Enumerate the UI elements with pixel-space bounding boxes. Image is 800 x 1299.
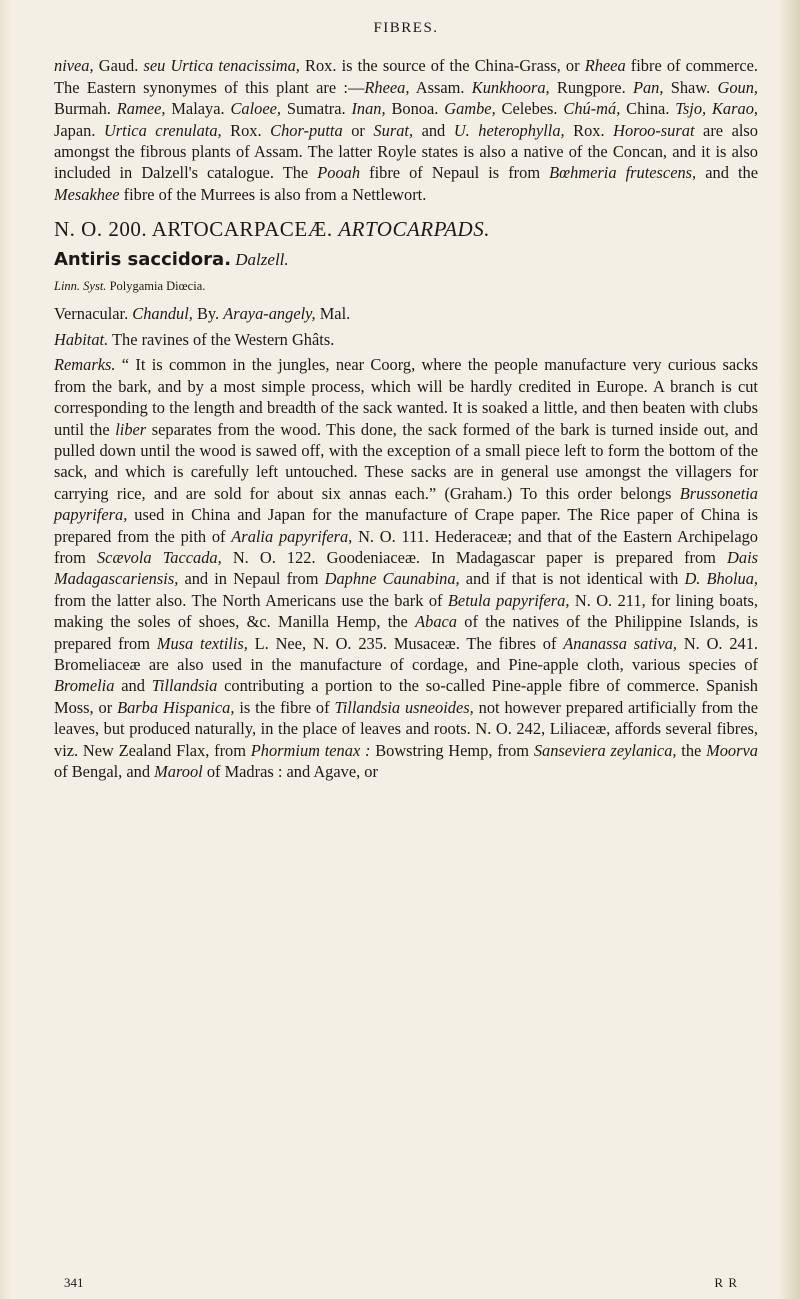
text-run: N. O. 241. Bromeliaceæ are also used in the manufacture of cordage, and Pine-apple cloth, various species of (54, 633, 758, 674)
text-run: fibre of the Murrees is also from a Nettlewort. (119, 184, 427, 204)
text-run: Rox. (564, 120, 614, 140)
text-run: Shaw. (663, 77, 718, 97)
text-run: Bonoa. (385, 99, 445, 119)
italic-term: Gambe, (444, 99, 496, 119)
italic-term: Abaca (415, 612, 457, 632)
italic-term: Musa textilis, (156, 633, 248, 653)
text-run: separates from the wood. This done, the sack formed of the bark is turned inside out, and pulled down until the wood is sawed off, with the exception of a small piece left to form the bottom of the sack, and which is carefully left untouched. These sacks are in general use amongst the villagers for carrying rice, and are sold for about six annas each.” (Graham.) To this order belongs (54, 419, 758, 503)
italic-term: Barba Hispanica, (117, 697, 235, 717)
italic-term: Ramee, (116, 99, 166, 119)
order-number: N. O. 200. (54, 217, 148, 242)
italic-term: Kunkhoora, (471, 77, 550, 97)
italic-term: Urtica crenulata, (103, 120, 222, 140)
text-run: of the natives of the Philippine Islands, is prepared from (54, 612, 758, 653)
remarks-text (54, 355, 758, 781)
text-run: not however prepared artificially from the leaves, but produced naturally, in the place of leaves and roots. N. O. 242, Liliaceæ, affords several fibres, viz. New Zealand Flax, from (54, 697, 758, 760)
page-number: 341 (64, 1275, 84, 1290)
text-run: Rungpore. (549, 77, 633, 97)
linn-label: Linn. Syst. (54, 279, 107, 294)
text-run: and the (696, 163, 758, 183)
habitat-text: The ravines of the Western Ghâts. (108, 329, 335, 349)
book-page (54, 18, 758, 782)
italic-term: Chor-putta (270, 120, 343, 140)
italic-term: Chandul, (132, 304, 193, 324)
text-run: are also amongst the fibrous plants of Assam. The latter Royle states is also a native of the Concan, and it is also included in Dalzell's catalogue. The (54, 120, 758, 183)
italic-term: Pan, (632, 77, 664, 97)
text-run: China. (620, 99, 676, 119)
text-run: and (114, 676, 152, 696)
italic-term: U. heterophylla, (453, 120, 565, 140)
vernacular-line (54, 303, 758, 324)
italic-term: Dais Madagascariensis, (54, 547, 758, 589)
italic-term: Moorva (706, 740, 758, 760)
text-run: Rox. is the source of the China-Grass, or (299, 56, 585, 76)
italic-term: Araya-angely, (223, 304, 316, 324)
italic-term: Mesakhee (54, 184, 120, 204)
italic-term: Caloee, (230, 99, 281, 119)
text-run: from the latter also. The North Americans use the bark of (54, 590, 448, 610)
italic-term: Marool (154, 762, 203, 781)
italic-term: Horoo-surat (613, 120, 695, 140)
remarks-label: Remarks. (54, 355, 116, 375)
text-run: of Bengal, and (54, 762, 155, 781)
text-run: fibre of Nepaul is from (360, 163, 550, 183)
italic-term: Chú-má, (563, 99, 621, 119)
italic-term: Brussonetia papyrifera, (54, 483, 758, 525)
italic-term: Tillandsia usneoides, (334, 697, 474, 717)
text-run: Gaud. (93, 56, 144, 76)
italic-term: Rheea (584, 56, 626, 76)
italic-term: Surat, (373, 120, 414, 140)
text-run: By. (192, 304, 224, 324)
italic-term: Rheea, (364, 77, 410, 97)
page-edge-shadow (778, 0, 800, 1299)
text-run: contributing a portion to the so-called Pine-apple fibre of commerce. Spanish Moss, or (54, 676, 758, 717)
habitat-label: Habitat. (54, 329, 109, 349)
family-name: ARTOCARPACEÆ. (151, 217, 333, 242)
text-run: N. O. 111. Hederaceæ; and that of the Eastern Archipelago from (54, 526, 759, 567)
text-run: Mal. (315, 304, 351, 324)
text-run: used in China and Japan for the manufacture of Crape paper. The Rice paper of China is prepared from the pith of (54, 505, 758, 546)
text-run: Bowstring Hemp, from (370, 740, 534, 760)
text-run: and if that is not identical with (459, 569, 685, 589)
species-authority: Dalzell. (235, 249, 289, 269)
family-common-name: ARTOCARPADS. (338, 217, 490, 242)
text-run: Japan. (54, 120, 104, 140)
italic-term: Inan, (351, 99, 386, 119)
text-run: is the fibre of (234, 697, 335, 717)
text-run: Malaya. (165, 99, 231, 119)
species-line (54, 249, 758, 270)
vernacular-label: Vernacular. (54, 304, 129, 324)
text-run: or (342, 120, 374, 140)
species-name: Antiris saccidora. (54, 248, 232, 270)
italic-term: Scævola Taccada, (96, 547, 222, 567)
text-run: L. Nee, N. O. 235. Musaceæ. The fibres of (247, 633, 564, 653)
page-footer (54, 1275, 758, 1291)
section-heading (54, 219, 758, 240)
italic-term: seu Urtica tenacissima, (143, 56, 300, 76)
text-run: “ It is common in the jungles, near Coorg, where the people manufacture very curious sacks from the bark, and by a most simple process, which will be hardly credited in Europe. A branch is cut corresponding to the length and breadth of the sack wanted. It is soaked a little, and then beaten with clubs until the (54, 355, 758, 439)
linn-value: Polygamia Diœcia. (109, 279, 206, 294)
vernacular-names (128, 304, 350, 323)
italic-term: Ananassa sativa, (563, 633, 678, 653)
text-run: of Madras : and Agave, or (202, 762, 378, 781)
italic-term: nivea, (54, 56, 94, 76)
text-run: the (676, 740, 707, 760)
remarks-paragraph (54, 354, 758, 782)
italic-term: Bœhmeria frutescens, (549, 163, 697, 183)
text-run: and (413, 120, 454, 140)
italic-term: Aralia papyrifera, (231, 526, 353, 546)
italic-term: Tillandsia (151, 676, 218, 696)
running-head: FIBRES. (373, 20, 439, 36)
italic-term: Phormium tenax : (250, 740, 371, 760)
italic-term: Sanseviera zeylanica, (533, 740, 677, 760)
text-run: and in Nepaul from (178, 569, 325, 589)
intro-paragraph (54, 55, 758, 205)
text-run: Assam. (409, 77, 472, 97)
italic-term: Pooah (317, 163, 361, 183)
text-run: Celebes. (495, 99, 564, 119)
text-run: Rox. (221, 120, 271, 140)
italic-term: Tsjo, Karao, (675, 99, 758, 119)
linnaean-system (54, 276, 758, 297)
text-run: N. O. 122. Goodeniaceæ. In Madagascar paper is prepared from (221, 547, 728, 567)
page-gutter-shadow (0, 0, 12, 1299)
italic-term: Goun, (717, 77, 759, 97)
text-run: Sumatra. (281, 99, 352, 119)
text-run: fibre of commerce. The Eastern synonymes of this plant are :— (54, 56, 759, 97)
habitat-line (54, 329, 758, 350)
text-run: Burmah. (54, 99, 117, 119)
signature-mark: R R (714, 1275, 738, 1290)
italic-term: D. Bholua, (684, 569, 758, 589)
italic-term: Betula papyrifera, (447, 590, 570, 610)
italic-term: liber (115, 419, 147, 439)
italic-term: Daphne Caunabina, (324, 569, 460, 589)
text-run: N. O. 211, for lining boats, making the soles of shoes, &c. Manilla Hemp, the (54, 590, 758, 632)
italic-term: Bromelia (54, 676, 115, 696)
